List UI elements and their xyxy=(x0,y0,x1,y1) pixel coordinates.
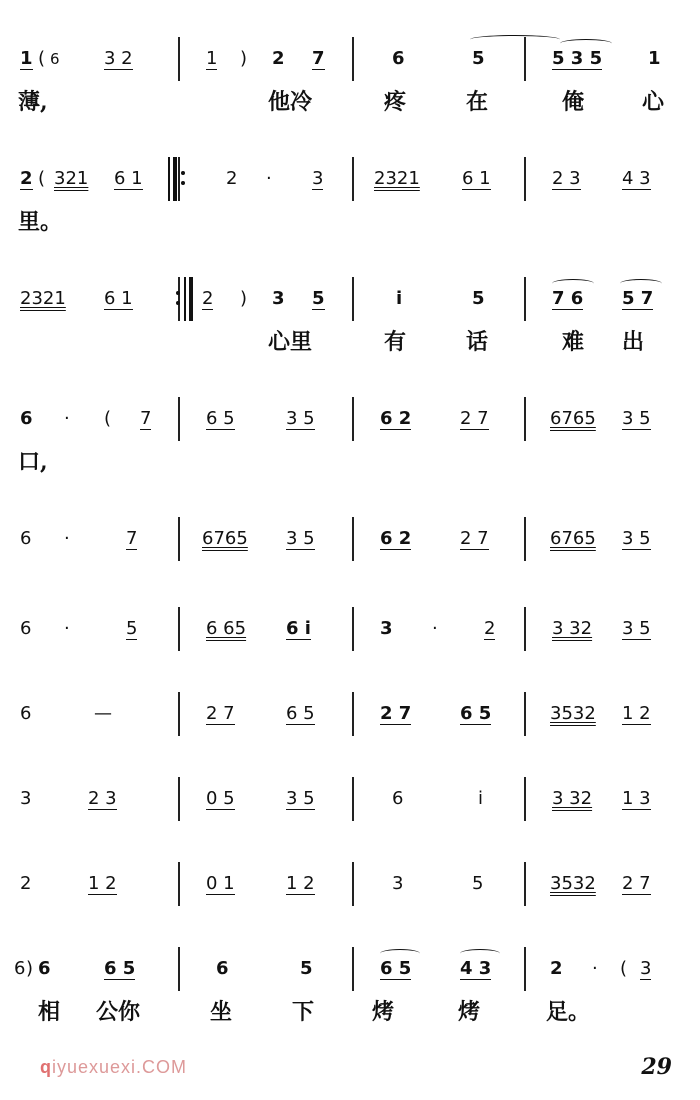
note-group: 3 xyxy=(640,958,652,979)
note-group: 5 xyxy=(472,288,485,309)
note-group: 1 xyxy=(20,48,33,69)
note-group: 7 xyxy=(140,408,152,429)
note-group: 2 xyxy=(20,873,32,894)
note-group: 6 xyxy=(392,48,405,69)
bar-line xyxy=(178,862,180,906)
note-group: i xyxy=(478,788,484,809)
lyric-text: 心 xyxy=(642,89,665,115)
lyric-text: 话 xyxy=(466,329,489,355)
note-group: 2 xyxy=(226,168,238,189)
bar-line xyxy=(524,862,526,906)
note-group: 6 2 xyxy=(380,528,412,549)
note-group: 1 2 xyxy=(88,873,117,894)
bar-line xyxy=(352,397,354,441)
note-group: 0 5 xyxy=(206,788,235,809)
note-group: 5 xyxy=(312,288,325,309)
note-group: 6 5 xyxy=(286,703,315,724)
note-group: 4 3 xyxy=(460,958,492,979)
note-group: — xyxy=(94,703,112,724)
note-group: 3 5 xyxy=(286,528,315,549)
note-group: 6 xyxy=(14,958,26,979)
note-group: 1 xyxy=(206,48,218,69)
lyric-text: 有 xyxy=(384,329,407,355)
note-group: 6 1 xyxy=(462,168,491,189)
note-group: 1 2 xyxy=(622,703,651,724)
note-group: 3 2 xyxy=(104,48,133,69)
note-group: ) xyxy=(26,958,34,979)
note-group: 2 7 xyxy=(460,528,489,549)
lyric-text: 难 xyxy=(562,329,585,355)
bar-line xyxy=(178,277,180,321)
note-group: 2 xyxy=(484,618,496,639)
bar-line xyxy=(524,692,526,736)
bar-line xyxy=(178,517,180,561)
lyric-text: 相 xyxy=(38,999,61,1025)
lyric-text: 坐 xyxy=(210,999,233,1025)
note-group: 321 xyxy=(54,168,89,189)
note-group: 2 xyxy=(272,48,285,69)
note-group: 6 xyxy=(20,703,32,724)
bar-line xyxy=(352,37,354,81)
lyric-text: 里。 xyxy=(18,209,63,235)
note-group: ( xyxy=(104,408,112,429)
bar-line xyxy=(352,692,354,736)
slur-mark xyxy=(552,279,594,288)
bar-line xyxy=(524,607,526,651)
note-group: 1 3 xyxy=(622,788,651,809)
note-group: 1 xyxy=(648,48,661,69)
slur-mark xyxy=(460,949,500,958)
note-group: 6 i xyxy=(286,618,311,639)
note-group: · xyxy=(64,528,70,549)
bar-line xyxy=(352,947,354,991)
note-group: 6 5 xyxy=(380,958,412,979)
bar-line xyxy=(524,397,526,441)
note-group: 7 xyxy=(126,528,138,549)
page-number: 29 xyxy=(641,1054,672,1080)
lyric-text: 在 xyxy=(466,89,489,115)
note-group: 3 32 xyxy=(552,788,593,809)
note-group: 6 xyxy=(50,50,60,68)
bar-line xyxy=(352,862,354,906)
note-group: 0 1 xyxy=(206,873,235,894)
note-group: 5 3 5 xyxy=(552,48,603,69)
lyric-text: 他冷 xyxy=(268,89,313,115)
note-group: i xyxy=(396,288,403,309)
lyric-text: 心里 xyxy=(268,329,313,355)
note-group: 5 xyxy=(300,958,313,979)
bar-line xyxy=(178,397,180,441)
bar-line xyxy=(524,157,526,201)
lyric-text: 烤 xyxy=(372,999,395,1025)
bar-line xyxy=(178,947,180,991)
note-group: 6 5 xyxy=(104,958,136,979)
note-group: 3 xyxy=(272,288,285,309)
lyric-text: 薄, xyxy=(18,89,48,115)
bar-line xyxy=(178,777,180,821)
lyric-text: 公你 xyxy=(96,999,141,1025)
note-group: ( xyxy=(38,48,46,69)
note-group: 3 5 xyxy=(622,528,651,549)
note-group: ( xyxy=(38,168,46,189)
note-group: 2 3 xyxy=(88,788,117,809)
lyric-text: 出 xyxy=(622,329,645,355)
note-group: 3 5 xyxy=(622,618,651,639)
note-group: 6 5 xyxy=(460,703,492,724)
note-group: 1 2 xyxy=(286,873,315,894)
note-group: 3532 xyxy=(550,703,596,724)
note-group: 3 xyxy=(392,873,404,894)
note-group: 4 3 xyxy=(622,168,651,189)
note-group: 3 5 xyxy=(286,408,315,429)
note-group: 3 5 xyxy=(622,408,651,429)
note-group: · xyxy=(64,408,70,429)
bar-line xyxy=(524,777,526,821)
note-group: 2 7 xyxy=(622,873,651,894)
note-group: 6 xyxy=(216,958,229,979)
watermark-logo: qiyuexuexi.COM xyxy=(40,1057,188,1077)
bar-line xyxy=(352,777,354,821)
bar-line xyxy=(178,157,180,201)
note-group: 6 5 xyxy=(206,408,235,429)
note-group: 3 xyxy=(20,788,32,809)
note-group: 2 xyxy=(202,288,214,309)
slur-mark xyxy=(380,949,420,958)
note-group: 3 5 xyxy=(286,788,315,809)
note-group: · xyxy=(266,168,272,189)
note-group: 6765 xyxy=(202,528,248,549)
note-group: 5 7 xyxy=(622,288,654,309)
bar-line xyxy=(352,277,354,321)
note-group: 6 xyxy=(392,788,404,809)
note-group: 7 xyxy=(312,48,325,69)
bar-line xyxy=(352,607,354,651)
bar-line xyxy=(524,517,526,561)
note-group: 6 1 xyxy=(114,168,143,189)
note-group: · xyxy=(64,618,70,639)
note-group: 5 xyxy=(126,618,138,639)
lyric-text: 口, xyxy=(18,449,48,475)
lyric-text: 疼 xyxy=(384,89,407,115)
note-group: 6 xyxy=(20,408,33,429)
note-group: 3532 xyxy=(550,873,596,894)
note-group: 2 3 xyxy=(552,168,581,189)
bar-line xyxy=(178,692,180,736)
note-group: 6 65 xyxy=(206,618,247,639)
note-group: · xyxy=(592,958,598,979)
bar-line xyxy=(352,157,354,201)
note-group: 3 32 xyxy=(552,618,593,639)
lyric-text: 下 xyxy=(292,999,315,1025)
note-group: 2 xyxy=(550,958,563,979)
lyric-text: 烤 xyxy=(458,999,481,1025)
note-group: 2 7 xyxy=(206,703,235,724)
note-group: 6 1 xyxy=(104,288,133,309)
note-group: · xyxy=(432,618,438,639)
bar-line xyxy=(178,607,180,651)
note-group: 6765 xyxy=(550,408,596,429)
bar-line xyxy=(524,277,526,321)
note-group: 6 xyxy=(20,528,32,549)
note-group: 6765 xyxy=(550,528,596,549)
note-group: 5 xyxy=(472,873,484,894)
slur-mark xyxy=(470,35,560,44)
note-group: 6 xyxy=(20,618,32,639)
note-group: 2321 xyxy=(20,288,66,309)
bar-line xyxy=(524,947,526,991)
lyric-text: 足。 xyxy=(546,999,591,1025)
note-group: ) xyxy=(240,288,248,309)
note-group: 6 xyxy=(38,958,51,979)
note-group: 3 xyxy=(380,618,393,639)
note-group: 7 6 xyxy=(552,288,584,309)
note-group: 2 7 xyxy=(460,408,489,429)
bar-line xyxy=(178,37,180,81)
slur-mark xyxy=(560,39,612,48)
note-group: 6 2 xyxy=(380,408,412,429)
slur-mark xyxy=(620,279,662,288)
note-group: ) xyxy=(240,48,248,69)
note-group: 2 xyxy=(20,168,33,189)
lyric-text: 俺 xyxy=(562,89,585,115)
note-group: 5 xyxy=(472,48,485,69)
bar-line xyxy=(352,517,354,561)
note-group: ( xyxy=(620,958,628,979)
note-group: 2 7 xyxy=(380,703,412,724)
note-group: 3 xyxy=(312,168,324,189)
note-group: 2321 xyxy=(374,168,420,189)
